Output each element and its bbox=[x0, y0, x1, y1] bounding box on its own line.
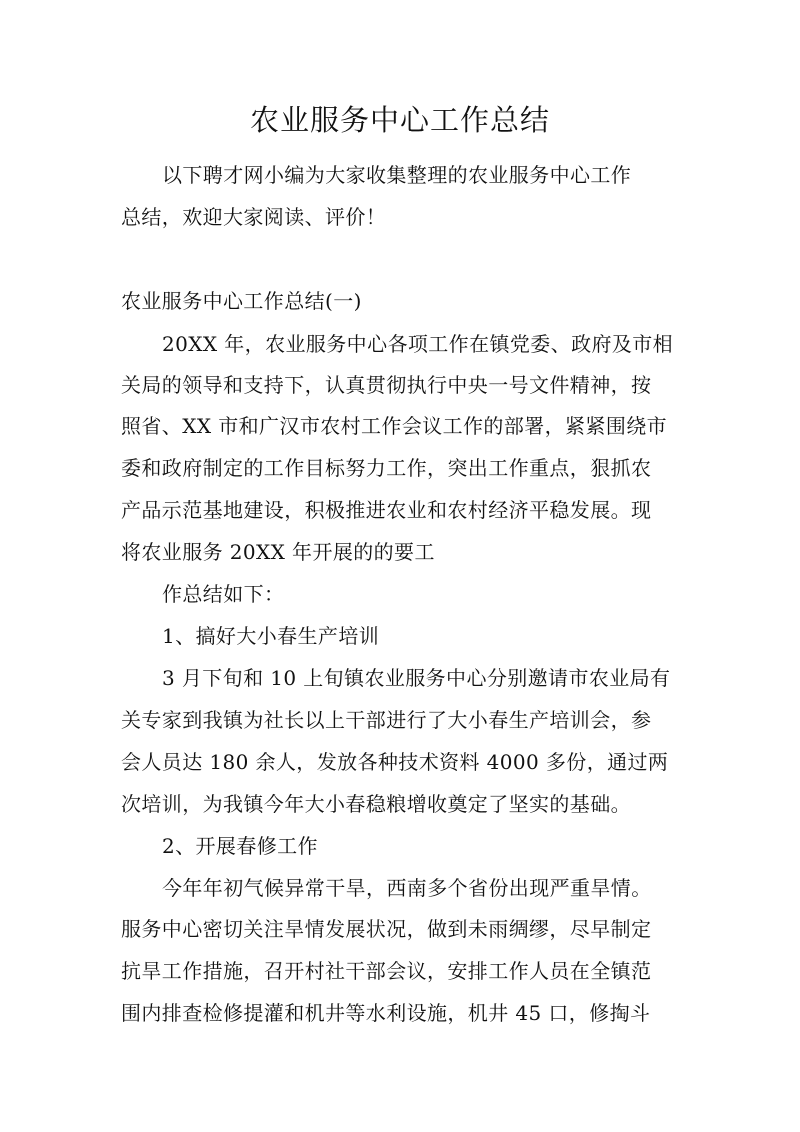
intro-line-2: 总结，欢迎大家阅读、评价！ bbox=[121, 205, 387, 229]
paragraph-line: 次培训，为我镇今年大小春稳粮增收奠定了坚实的基础。 bbox=[121, 792, 631, 816]
subheading-2: 2、开展春修工作 bbox=[162, 834, 318, 858]
document-title: 农业服务中心工作总结 bbox=[249, 103, 550, 137]
paragraph-line: 今年年初气候异常干旱，西南多个省份出现严重旱情。 bbox=[162, 876, 652, 900]
paragraph-line: 关专家到我镇为社长以上干部进行了大小春生产培训会，参 bbox=[121, 708, 652, 732]
paragraph-line: 抗旱工作措施，召开村社干部会议，安排工作人员在全镇范 bbox=[121, 959, 652, 983]
paragraph-line: 照省、XX 市和广汉市农村工作会议工作的部署，紧紧围绕市 bbox=[121, 414, 668, 438]
paragraph-line: 围内排查检修提灌和机井等水利设施，机井 45 口，修掏斗 bbox=[121, 1001, 651, 1025]
paragraph-line: 3 月下旬和 10 上旬镇农业服务中心分别邀请市农业局有 bbox=[162, 666, 671, 690]
paragraph-line: 委和政府制定的工作目标努力工作，突出工作重点，狠抓农 bbox=[121, 456, 652, 480]
subheading-1: 1、搞好大小春生产培训 bbox=[162, 624, 380, 648]
paragraph-line: 关局的领导和支持下，认真贯彻执行中央一号文件精神，按 bbox=[121, 373, 652, 397]
paragraph-line: 将农业服务 20XX 年开展的的要工 bbox=[121, 540, 435, 564]
paragraph-line: 产品示范基地建设，积极推进农业和农村经济平稳发展。现 bbox=[121, 498, 652, 522]
paragraph-line: 20XX 年，农业服务中心各项工作在镇党委、政府及市相 bbox=[162, 332, 674, 356]
section-heading-1: 农业服务中心工作总结(一) bbox=[121, 289, 362, 313]
paragraph-line: 服务中心密切关注旱情发展状况，做到未雨绸缪，尽早制定 bbox=[121, 917, 652, 941]
intro-line-1: 以下聘才网小编为大家收集整理的农业服务中心工作 bbox=[162, 163, 632, 187]
paragraph-line: 会人员达 180 余人，发放各种技术资料 4000 多份，通过两 bbox=[121, 750, 669, 774]
paragraph-line: 作总结如下： bbox=[162, 582, 285, 606]
